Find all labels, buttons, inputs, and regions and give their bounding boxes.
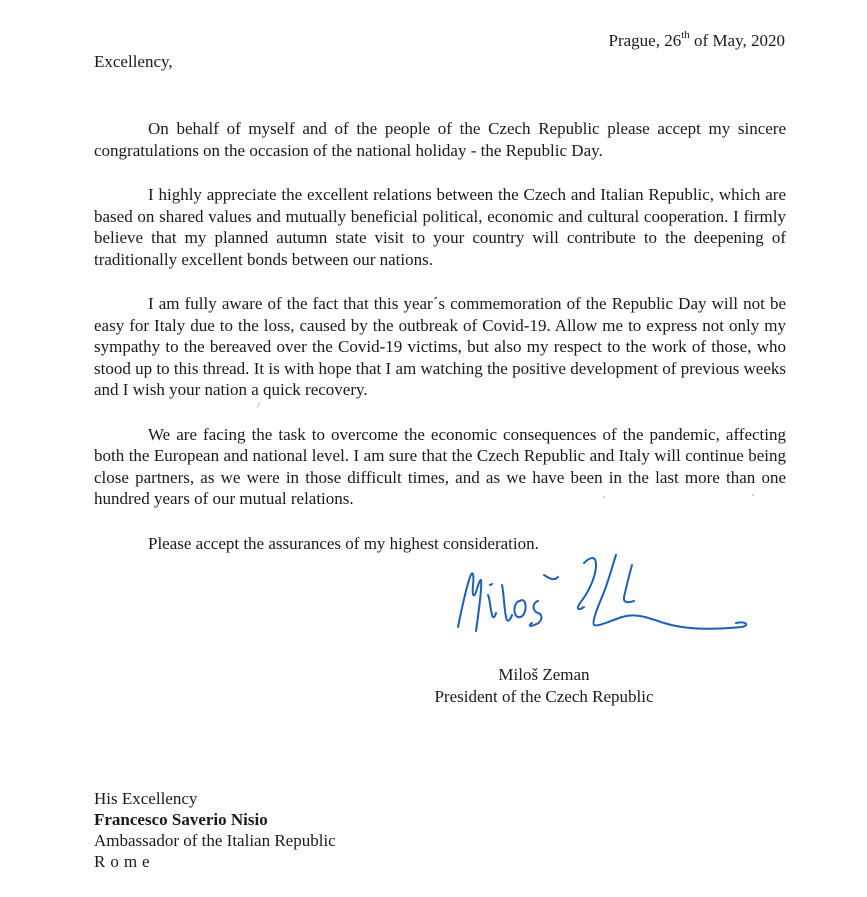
salutation: Excellency, (94, 52, 173, 71)
paragraph-covid: I am fully aware of the fact that this year´s commemoration of the Republic Day will not be easy for Italy due to the loss, caused by the outbreak of Covid-19. Allow me to express not only my sympathy to the bereaved over the Covid-19 victims, but also my respect to the work of those, who stood up to this thread. It is with hope that I am watching the positive development of previous weeks and I wish your nation a quick recovery. (94, 294, 786, 399)
paragraph-closing: Please accept the assurances of my highest consideration. (148, 533, 539, 553)
letter-body (94, 118, 786, 577)
signature-stroke (593, 555, 746, 629)
addressee-city: Rome (94, 852, 155, 871)
paragraph-congratulations: On behalf of myself and of the people of the Czech Republic please accept my sincere congratulations on the occasion of the national holiday - the Republic Day. (94, 119, 786, 160)
signature-stroke (544, 575, 558, 579)
paper-speck (603, 496, 605, 498)
signature-stroke (514, 600, 525, 617)
signatory-name: Miloš Zeman (498, 665, 590, 684)
letter-date (609, 31, 786, 51)
date-day: Prague, 26 (608, 31, 682, 50)
signatory-title: President of the Czech Republic (434, 687, 654, 706)
addressee-block (94, 788, 336, 872)
signature-stroke (624, 565, 634, 602)
signature-stroke (488, 595, 496, 617)
addressee-honorific: His Excellency (94, 789, 198, 808)
paper-speck (752, 494, 754, 496)
signature-stroke (458, 573, 481, 631)
date-ordinal-suffix: th (681, 29, 690, 41)
signatory-block (428, 664, 660, 708)
signature-stroke (502, 585, 512, 621)
addressee-name: Francesco Saverio Nisio (94, 810, 268, 829)
signature-stroke (530, 601, 542, 626)
paragraph-economy: We are facing the task to overcome the economic consequences of the pandemic, affecting both the European and national level. I am sure that the Czech Republic and Italy will continue being close partners, as we were in those difficult times, and as we have been in the last more than one hundred years of our mutual relations. (94, 424, 786, 508)
handwritten-signature (440, 545, 760, 650)
addressee-role: Ambassador of the Italian Republic (94, 831, 336, 850)
date-month-year: of May, 2020 (689, 31, 785, 50)
paragraph-relations: I highly appreciate the excellent relations between the Czech and Italian Republic, which are based on shared values and mutually beneficial political, economic and cultural cooperation. I firmly believe that my planned autumn state visit to your country will contribute to the deepening of traditionally excellent bonds between our nations. (94, 185, 786, 269)
signature-stroke (490, 584, 492, 585)
signature-stroke (578, 558, 596, 609)
